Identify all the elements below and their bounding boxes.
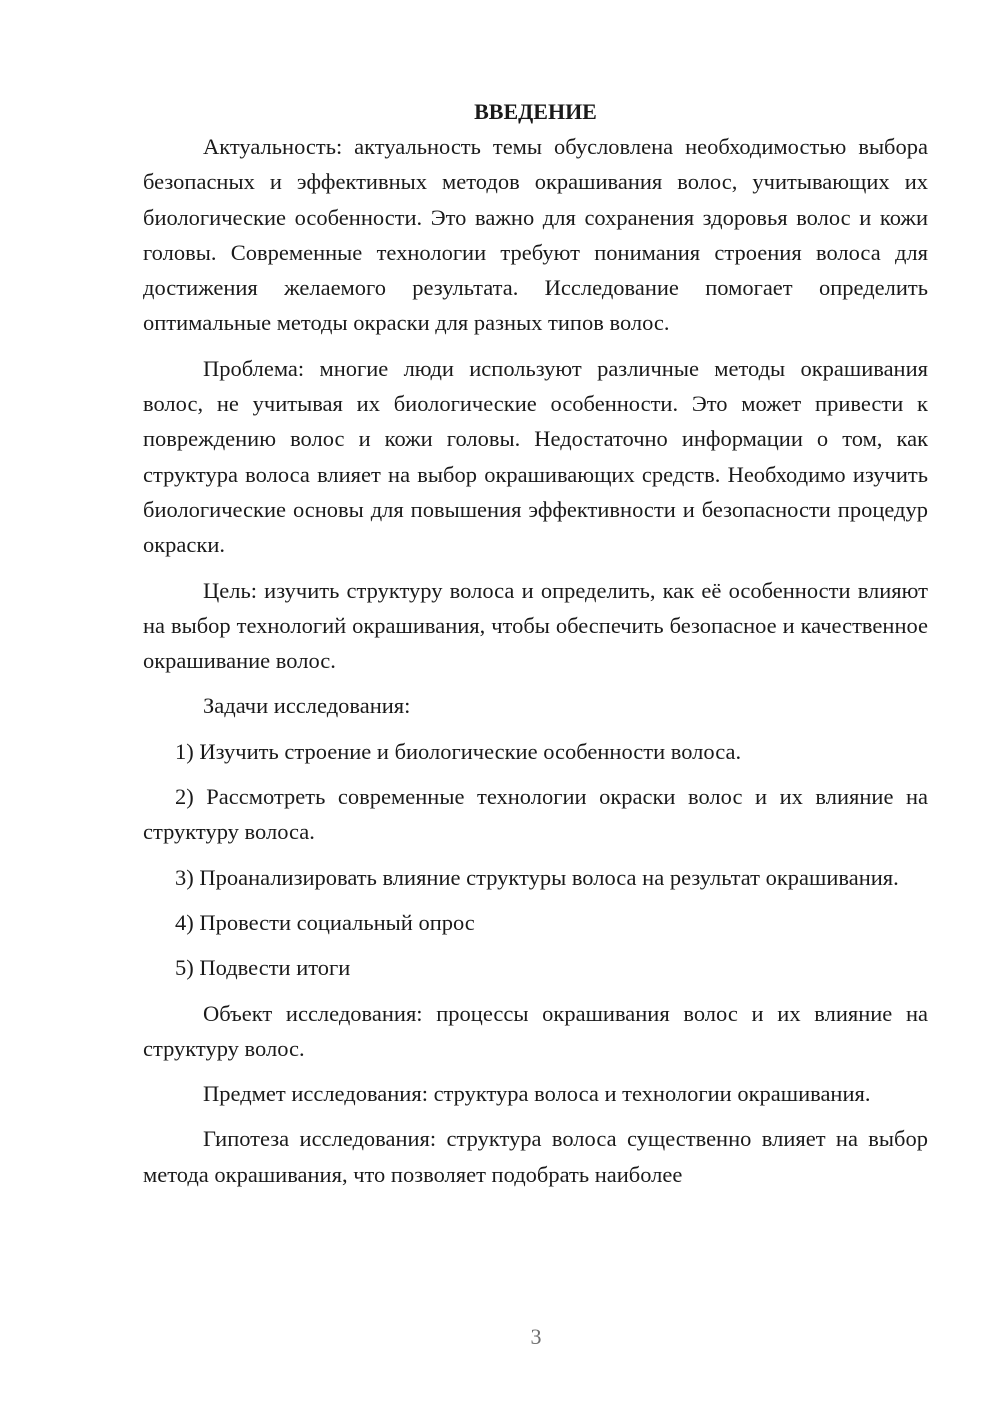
list-item-task-3: 3) Проанализировать влияние структуры волоса на результат окрашивания. (175, 864, 899, 890)
section-title: ВВЕДЕНИЕ (474, 99, 597, 124)
list-item-task-1: 1) Изучить строение и биологические особенности волоса. (175, 738, 742, 764)
list-item-task-5: 5) Подвести итоги (175, 955, 351, 981)
paragraph-object: Объект исследования: процессы окрашивания волос и их влияние на структуру волос. (143, 1000, 928, 1061)
paragraph-goal: Цель: изучить структуру волоса и определить, как её особенности влияют на выбор технологий окрашивания, чтобы обеспечить безопасное и качественное окрашивание волос. (143, 577, 928, 674)
list-item-task-2: 2) Рассмотреть современные технологии окраски волос и их влияние на структуру волоса. (143, 784, 928, 845)
tasks-heading: Задачи исследования: (203, 693, 411, 719)
paragraph-problem: Проблема: многие люди используют различные методы окрашивания волос, не учитывая их биологические особенности. Это может привести к повреждению волос и кожи головы. Недостаточно информации о том, как структура волоса влияет на выбор окрашивающих средств. Необходимо изучить биологические основы для повышения эффективности и безопасности процедур окраски. (143, 355, 928, 558)
paragraph-hypothesis: Гипотеза исследования: структура волоса существенно влияет на выбор метода окрашивания, что позволяет подобрать наиболее (143, 1126, 928, 1187)
page-number: 3 (530, 1324, 542, 1349)
paragraph-subject: Предмет исследования: структура волоса и технологии окрашивания. (203, 1081, 871, 1107)
list-item-task-4: 4) Провести социальный опрос (175, 909, 475, 935)
page-content (143, 94, 928, 1192)
paragraph-relevance: Актуальность: актуальность темы обусловлена необходимостью выбора безопасных и эффективных методов окрашивания волос, учитывающих их биологические особенности. Это важно для сохранения здоровья волос и кожи головы. Современные технологии требуют понимания строения волоса для достижения желаемого результата. Исследование помогает определить оптимальные методы окраски для разных типов волос. (143, 134, 928, 336)
